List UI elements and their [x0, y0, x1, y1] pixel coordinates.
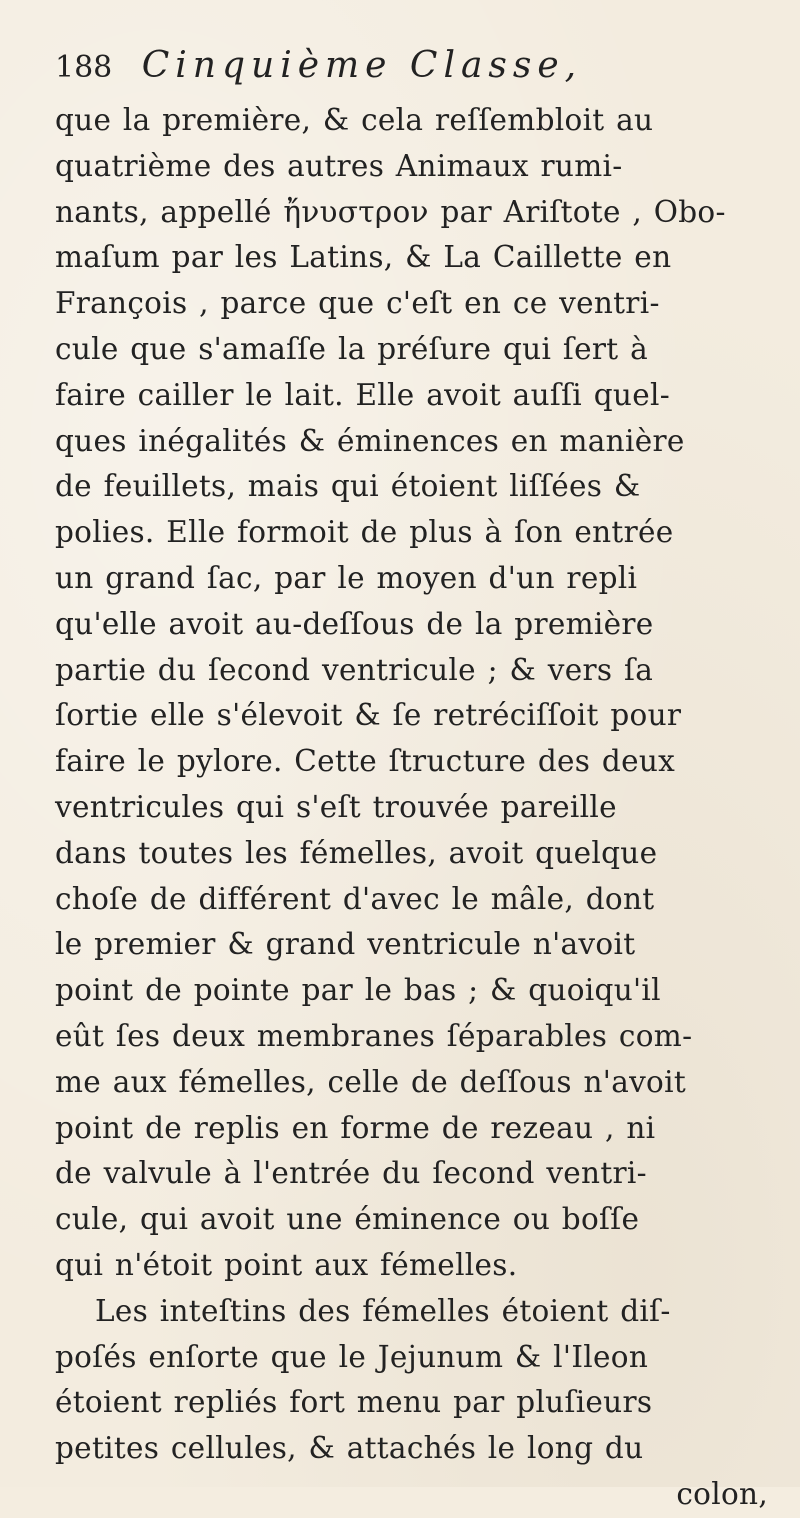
- text-line: quatrième des autres Animaux rumi-: [55, 148, 623, 183]
- text-line: cule, qui avoit une éminence ou boſſe: [55, 1202, 640, 1237]
- body-text: [55, 98, 790, 1518]
- text-line: point de replis en forme de rezeau , ni: [55, 1110, 656, 1145]
- text-line: partie du ſecond ventricule ; & vers ſa: [55, 652, 654, 687]
- text-line: de feuillets, mais qui étoient liſſées &: [55, 469, 641, 504]
- text-line: ſortie elle s'élevoit & ſe retréciſſoit pour: [55, 698, 682, 733]
- text-line: nants, appellé ἤνυστρον par Ariſtote , Obo-: [55, 194, 726, 229]
- section-title: Cinquième Classe,: [141, 45, 583, 86]
- text-line: de valvule à l'entrée du ſecond ventri-: [55, 1156, 647, 1191]
- text-line: le premier & grand ventricule n'avoit: [55, 927, 636, 962]
- text-line: ventricules qui s'eſt trouvée pareille: [55, 789, 617, 824]
- text-line: qui n'étoit point aux fémelles.: [55, 1247, 518, 1282]
- text-line: dans toutes les fémelles, avoit quelque: [55, 835, 658, 870]
- text-line: que la première, & cela reſſembloit au: [55, 103, 654, 137]
- text-line: maſum par les Latins, & La Caillette en: [55, 240, 672, 275]
- text-line: ques inégalités & éminences en manière: [55, 423, 685, 458]
- text-line: polies. Elle formoit de plus à ſon entrée: [55, 515, 674, 550]
- text-line: François , parce que c'eſt en ce ventri-: [55, 286, 660, 321]
- text-line: point de pointe par le bas ; & quoiqu'il: [55, 973, 661, 1008]
- catchword-line: colon,: [676, 1476, 768, 1511]
- paragraph-start-line: Les inteſtins des fémelles étoient diſ-: [95, 1293, 671, 1328]
- text-line: me aux fémelles, celle de deſſous n'avoit: [55, 1064, 687, 1099]
- running-head: [55, 40, 775, 92]
- text-line: faire cailler le lait. Elle avoit auſſi quel-: [55, 377, 670, 412]
- text-line: qu'elle avoit au-deſſous de la première: [55, 606, 654, 641]
- page-number: 188: [55, 50, 113, 85]
- text-line: étoient repliés fort menu par pluſieurs: [55, 1385, 653, 1420]
- text-line: cule que s'amaſſe la préſure qui ſert à: [55, 331, 648, 366]
- text-line: un grand ſac, par le moyen d'un repli: [55, 560, 638, 595]
- text-line: poſés enſorte que le Jejunum & l'Ileon: [55, 1339, 649, 1374]
- text-line: faire le pylore. Cette ſtructure des deux: [55, 744, 676, 779]
- text-line: petites cellules, & attachés le long du: [55, 1431, 644, 1466]
- text-line: eût ſes deux membranes ſéparables com-: [55, 1018, 693, 1053]
- text-line: choſe de différent d'avec le mâle, dont: [55, 881, 655, 916]
